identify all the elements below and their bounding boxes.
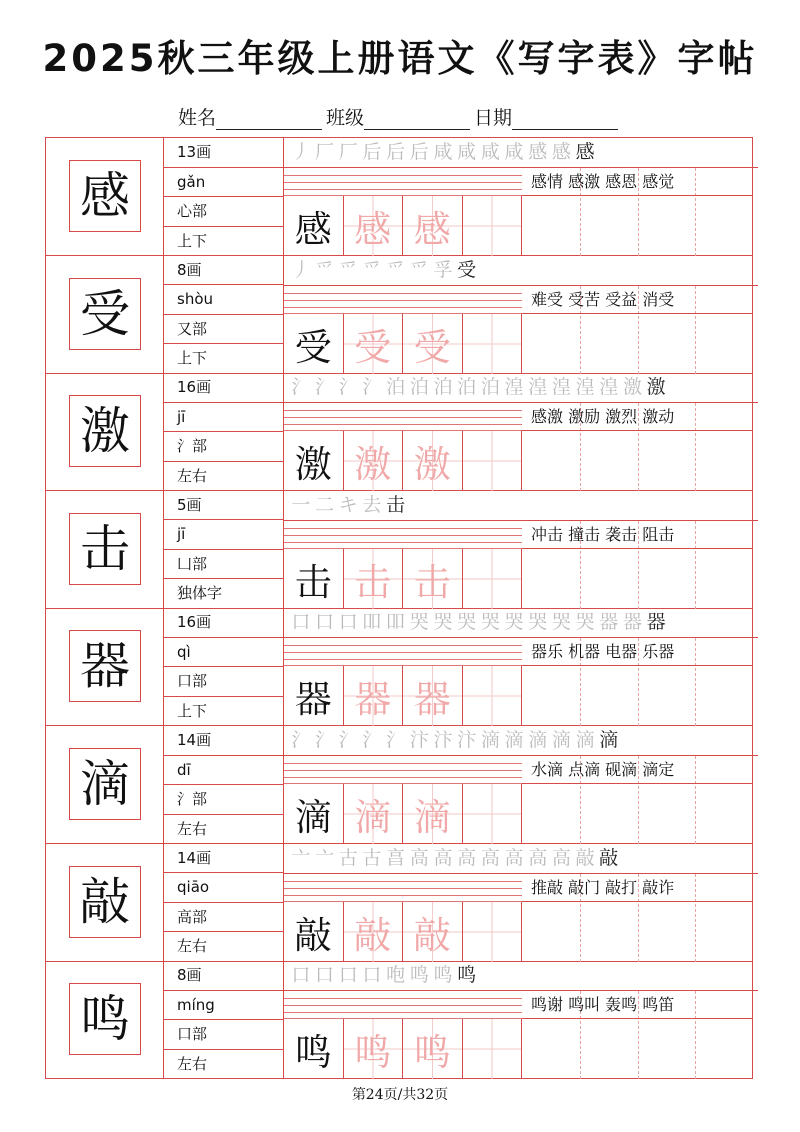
- stroke-step: 氵: [291, 729, 311, 751]
- stroke-step: 哭: [409, 611, 429, 634]
- stroke-step: 击: [386, 493, 406, 516]
- stroke-step: 吅: [362, 611, 382, 634]
- name-blank: [216, 109, 322, 130]
- character-info: [163, 491, 284, 609]
- tracing-grid: [284, 666, 522, 726]
- solid-character: 受: [284, 314, 344, 374]
- solid-character: 鸣: [284, 1019, 344, 1079]
- trace-character[interactable]: 滴: [344, 784, 404, 844]
- stroke-step: 口: [291, 964, 311, 987]
- stroke-step: 滴: [528, 729, 548, 751]
- example-words: 鸣谢 鸣叫 轰鸣 鸣笛: [522, 991, 753, 1019]
- stroke-step: 亠: [315, 846, 335, 869]
- stroke-step: 汴: [457, 729, 477, 751]
- empty-writing-box[interactable]: [463, 1019, 523, 1079]
- stroke-step: 哭: [457, 611, 477, 634]
- structure: 左右: [177, 937, 208, 956]
- stroke-step: 口: [338, 611, 358, 634]
- stroke-step: 激: [622, 376, 642, 399]
- stroke-step: 古: [362, 846, 382, 869]
- trace-character[interactable]: 器: [403, 666, 463, 726]
- page-title: 2025秋三年级上册语文《写字表》字帖: [42, 37, 758, 80]
- tracing-grid: [284, 549, 522, 609]
- stroke-step: 泊: [386, 376, 406, 399]
- stroke-step: 氵: [315, 376, 335, 399]
- stroke-step: 高: [457, 846, 477, 869]
- example-words: 水滴 点滴 砚滴 滴定: [522, 756, 753, 784]
- stroke-step: 哭: [551, 611, 571, 634]
- stroke-step: 口: [315, 964, 335, 987]
- radical: 口部: [164, 1020, 284, 1050]
- stroke-step: 一: [291, 493, 311, 516]
- empty-writing-box[interactable]: [463, 549, 523, 609]
- example-words: 感情 感激 感恩 感觉: [522, 168, 753, 196]
- stroke-step: 氵: [338, 376, 358, 399]
- model-character: 击: [69, 513, 141, 585]
- structure: 左右: [177, 466, 208, 485]
- stroke-step: 丿: [291, 258, 311, 281]
- trace-character[interactable]: 击: [344, 549, 404, 609]
- stroke-count: 16画: [164, 373, 284, 403]
- stroke-step: 激: [646, 376, 666, 399]
- tracing-grid: [284, 314, 522, 374]
- stroke-step: 二: [315, 493, 335, 516]
- tracing-grid: [284, 902, 522, 962]
- practice-area: [283, 491, 753, 609]
- example-words: 器乐 机器 电器 乐器: [522, 638, 753, 666]
- empty-writing-box[interactable]: [463, 902, 523, 962]
- stroke-step: 口: [315, 611, 335, 634]
- stroke-step: 氵: [362, 729, 382, 751]
- class-blank: [364, 109, 470, 130]
- stroke-step: 氵: [291, 376, 311, 399]
- stroke-step: 滴: [551, 729, 571, 751]
- character-row: [46, 256, 752, 374]
- stroke-step: 高: [409, 846, 429, 869]
- character-row: [46, 608, 752, 726]
- stroke-step: 湟: [551, 376, 571, 399]
- trace-character[interactable]: 激: [344, 431, 404, 491]
- stroke-step: 鸣: [457, 964, 477, 987]
- pinyin-lines[interactable]: [284, 168, 522, 196]
- stroke-step: 滴: [575, 729, 595, 751]
- structure: 独体字: [177, 584, 223, 603]
- stroke-step: 丿: [291, 141, 311, 163]
- tracing-grid: [284, 784, 522, 844]
- character-row: [46, 961, 752, 1079]
- practice-area: [283, 726, 753, 844]
- trace-character[interactable]: 激: [403, 431, 463, 491]
- trace-character[interactable]: 敲: [344, 902, 404, 962]
- stroke-step: 器: [599, 611, 619, 634]
- trace-character[interactable]: 敲: [403, 902, 463, 962]
- stroke-step: 氵: [362, 376, 382, 399]
- stroke-step: 古: [338, 846, 358, 869]
- stroke-step: 受: [457, 258, 477, 281]
- stroke-step: 后: [386, 141, 406, 163]
- empty-writing-box[interactable]: [463, 666, 523, 726]
- stroke-step: 汴: [409, 729, 429, 751]
- practice-area: [283, 256, 753, 374]
- solid-character: 敲: [284, 902, 344, 962]
- trace-character[interactable]: 滴: [403, 784, 463, 844]
- stroke-count: 5画: [164, 491, 284, 521]
- pinyin-lines[interactable]: [284, 874, 522, 902]
- trace-character[interactable]: 感: [403, 196, 463, 256]
- trace-character[interactable]: 鸣: [344, 1019, 404, 1079]
- solid-character: 激: [284, 431, 344, 491]
- pinyin-lines[interactable]: [284, 991, 522, 1019]
- pinyin: jī: [164, 403, 284, 433]
- stroke-step: 湟: [504, 376, 524, 399]
- character-info: [163, 726, 284, 844]
- stroke-step: 泊: [480, 376, 500, 399]
- practice-area: [283, 844, 753, 962]
- stroke-order: [284, 491, 758, 521]
- model-character: 鸣: [69, 983, 141, 1055]
- stroke-step: 感: [551, 141, 571, 163]
- page-number: 第24页/共32页: [351, 1087, 449, 1103]
- stroke-step: 湟: [575, 376, 595, 399]
- stroke-step: 亠: [291, 846, 311, 869]
- stroke-step: 滴: [480, 729, 500, 751]
- example-words: 推敲 敲门 敲打 敲诈: [522, 874, 753, 902]
- pinyin: míng: [164, 991, 284, 1021]
- trace-character[interactable]: 鸣: [403, 1019, 463, 1079]
- model-character: 受: [69, 278, 141, 350]
- stroke-step: 感: [575, 141, 595, 163]
- model-character: 器: [69, 630, 141, 702]
- stroke-step: 泊: [409, 376, 429, 399]
- pinyin-lines[interactable]: [284, 403, 522, 431]
- stroke-step: 湟: [599, 376, 619, 399]
- stroke-step: 口: [338, 964, 358, 987]
- stroke-order: [284, 138, 758, 168]
- stroke-step: 高: [433, 846, 453, 869]
- trace-character[interactable]: 击: [403, 549, 463, 609]
- pinyin: dī: [164, 756, 284, 786]
- radical: 又部: [164, 315, 284, 345]
- stroke-step: 高: [504, 846, 524, 869]
- date-blank: [512, 109, 618, 130]
- example-words: 难受 受苦 受益 消受: [522, 286, 753, 314]
- pinyin-lines[interactable]: [284, 286, 522, 314]
- structure: 上下: [177, 231, 208, 250]
- stroke-step: 咸: [504, 141, 524, 163]
- date-label: 日期: [474, 107, 513, 129]
- trace-character[interactable]: 受: [403, 314, 463, 374]
- stroke-step: 鸣: [433, 964, 453, 987]
- stroke-step: 口: [291, 611, 311, 634]
- stroke-step: 哭: [480, 611, 500, 634]
- stroke-step: 哭: [504, 611, 524, 634]
- stroke-step: 亯: [386, 846, 406, 869]
- stroke-step: 爫: [315, 258, 335, 281]
- stroke-step: 泊: [457, 376, 477, 399]
- example-words: 感激 激励 激烈 激动: [522, 403, 753, 431]
- stroke-step: 氵: [386, 729, 406, 751]
- stroke-step: 爫: [409, 258, 429, 281]
- practice-area: [283, 138, 753, 256]
- trace-character[interactable]: 受: [344, 314, 404, 374]
- solid-character: 击: [284, 549, 344, 609]
- stroke-step: 咆: [386, 964, 406, 987]
- pinyin-lines[interactable]: [284, 521, 522, 549]
- stroke-step: 口: [362, 964, 382, 987]
- stroke-step: 咸: [480, 141, 500, 163]
- practice-sheet: [45, 137, 753, 1079]
- stroke-step: 厂: [315, 141, 335, 163]
- pinyin: qì: [164, 638, 284, 668]
- stroke-step: 爫: [338, 258, 358, 281]
- stroke-step: 厂: [338, 141, 358, 163]
- practice-area: [283, 961, 753, 1079]
- stroke-order: [284, 373, 758, 403]
- character-info: [163, 256, 284, 374]
- radical: 口部: [164, 667, 284, 697]
- pinyin-lines[interactable]: [284, 756, 522, 784]
- practice-area: [283, 608, 753, 726]
- practice-area: [283, 373, 753, 491]
- stroke-order: [284, 726, 758, 756]
- stroke-step: 爫: [386, 258, 406, 281]
- stroke-step: 咸: [457, 141, 477, 163]
- stroke-count: 14画: [164, 844, 284, 874]
- name-label: 姓名: [177, 107, 216, 129]
- empty-writing-box[interactable]: [463, 314, 523, 374]
- empty-writing-box[interactable]: [463, 431, 523, 491]
- stroke-step: 湟: [528, 376, 548, 399]
- stroke-step: 高: [551, 846, 571, 869]
- pinyin: gǎn: [164, 168, 284, 198]
- stroke-step: 哭: [528, 611, 548, 634]
- empty-writing-box[interactable]: [463, 784, 523, 844]
- tracing-grid: [284, 1019, 522, 1079]
- tracing-grid: [284, 196, 522, 256]
- stroke-order: [284, 256, 758, 286]
- stroke-step: 滴: [599, 729, 619, 751]
- stroke-step: 高: [480, 846, 500, 869]
- stroke-step: キ: [338, 493, 358, 516]
- stroke-step: 滴: [504, 729, 524, 751]
- stroke-count: 8画: [164, 256, 284, 286]
- model-character: 滴: [69, 748, 141, 820]
- stroke-order: [284, 608, 758, 638]
- stroke-step: 爫: [362, 258, 382, 281]
- model-character: 感: [69, 160, 141, 232]
- stroke-step: 哭: [575, 611, 595, 634]
- character-row: [46, 373, 752, 491]
- stroke-step: 后: [362, 141, 382, 163]
- character-info: [163, 138, 284, 256]
- stroke-count: 13画: [164, 138, 284, 168]
- character-info: [163, 844, 284, 962]
- character-row: [46, 726, 752, 844]
- radical: 高部: [164, 903, 284, 933]
- stroke-step: 泊: [433, 376, 453, 399]
- stroke-count: 8画: [164, 961, 284, 991]
- trace-character[interactable]: 感: [344, 196, 404, 256]
- stroke-step: 器: [646, 611, 666, 634]
- character-info: [163, 373, 284, 491]
- structure: 左右: [177, 1054, 208, 1073]
- character-info: [163, 961, 284, 1079]
- structure: 上下: [177, 349, 208, 368]
- model-character: 激: [69, 395, 141, 467]
- solid-character: 器: [284, 666, 344, 726]
- structure: 左右: [177, 819, 208, 838]
- stroke-step: 去: [362, 493, 382, 516]
- stroke-step: 感: [528, 141, 548, 163]
- stroke-step: 高: [528, 846, 548, 869]
- character-row: [46, 138, 752, 256]
- trace-character[interactable]: 器: [344, 666, 404, 726]
- model-character: 敲: [69, 866, 141, 938]
- character-row: [46, 844, 752, 962]
- stroke-step: 敲: [599, 846, 619, 869]
- radical: 氵部: [164, 432, 284, 462]
- stroke-step: 汴: [433, 729, 453, 751]
- stroke-order: [284, 844, 758, 874]
- solid-character: 感: [284, 196, 344, 256]
- stroke-step: 敲: [575, 846, 595, 869]
- radical: 氵部: [164, 785, 284, 815]
- radical: 凵部: [164, 550, 284, 580]
- radical: 心部: [164, 197, 284, 227]
- stroke-step: 鸣: [409, 964, 429, 987]
- stroke-step: 器: [622, 611, 642, 634]
- student-info-line: [0, 103, 800, 130]
- character-row: [46, 491, 752, 609]
- class-label: 班级: [325, 107, 364, 129]
- stroke-step: 氵: [315, 729, 335, 751]
- stroke-count: 14画: [164, 726, 284, 756]
- stroke-step: 后: [409, 141, 429, 163]
- pinyin: shòu: [164, 285, 284, 315]
- solid-character: 滴: [284, 784, 344, 844]
- pinyin: qiāo: [164, 873, 284, 903]
- example-words: 冲击 撞击 袭击 阻击: [522, 521, 753, 549]
- structure: 上下: [177, 701, 208, 720]
- stroke-step: 咸: [433, 141, 453, 163]
- stroke-order: [284, 961, 758, 991]
- pinyin: jī: [164, 520, 284, 550]
- stroke-step: 氵: [338, 729, 358, 751]
- tracing-grid: [284, 431, 522, 491]
- pinyin-lines[interactable]: [284, 638, 522, 666]
- character-info: [163, 608, 284, 726]
- stroke-step: 吅: [386, 611, 406, 634]
- empty-writing-box[interactable]: [463, 196, 523, 256]
- stroke-step: 孚: [433, 258, 453, 281]
- stroke-step: 哭: [433, 611, 453, 634]
- stroke-count: 16画: [164, 608, 284, 638]
